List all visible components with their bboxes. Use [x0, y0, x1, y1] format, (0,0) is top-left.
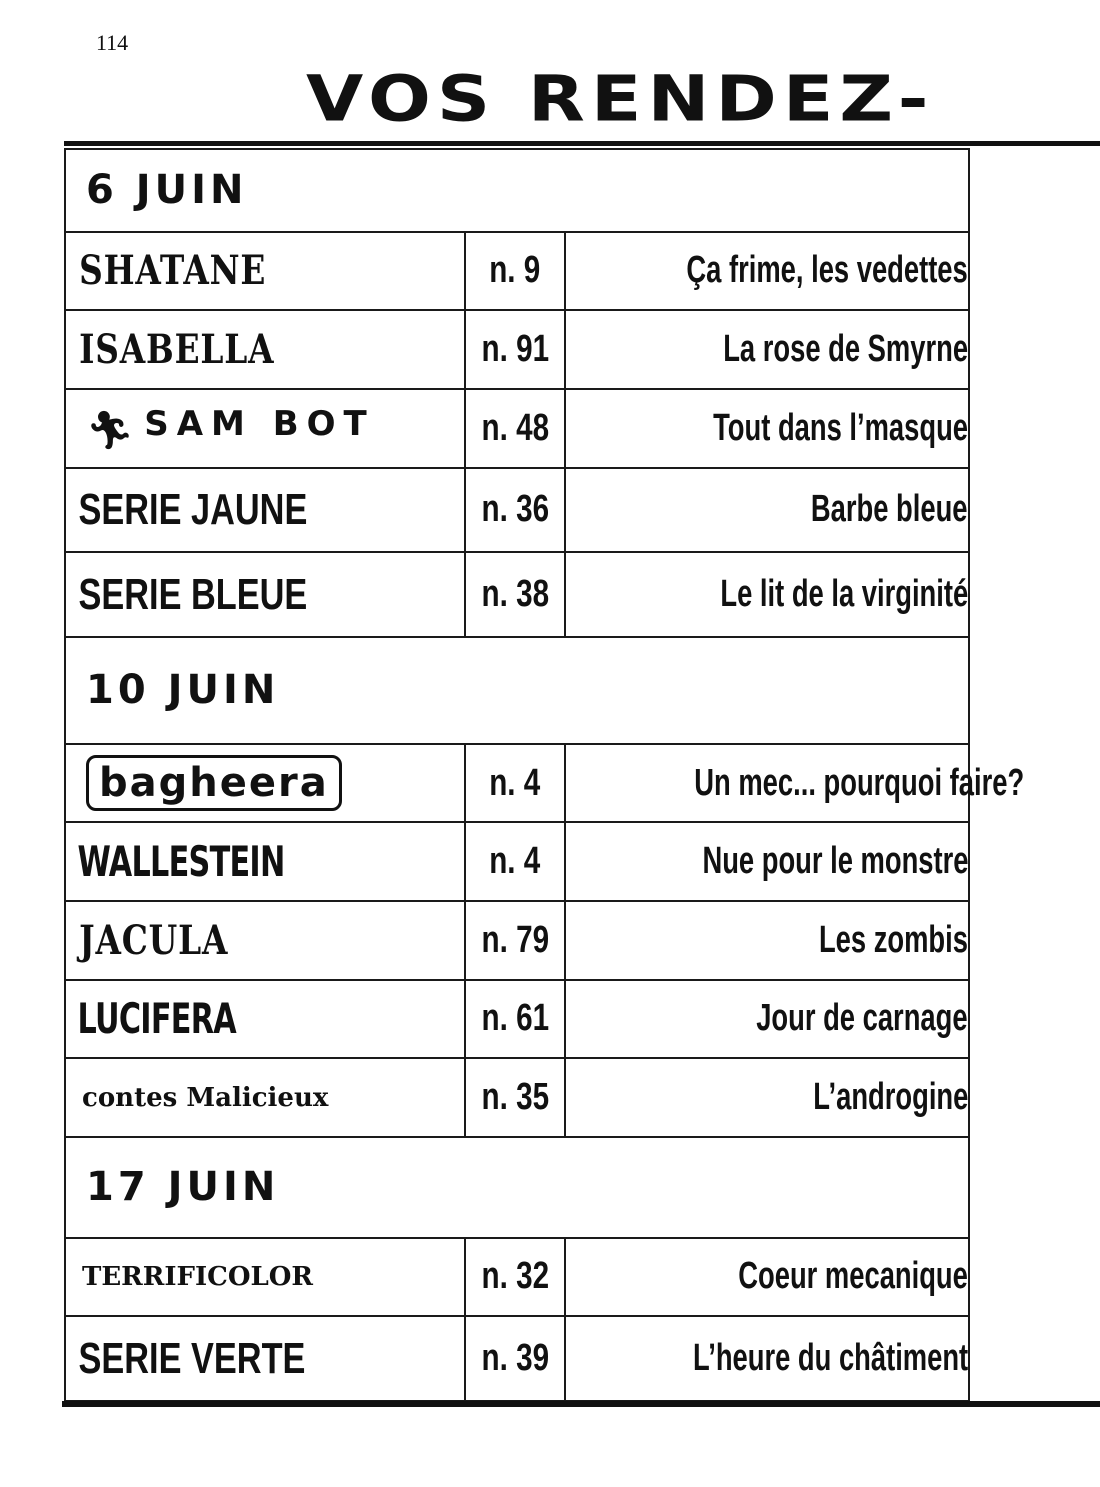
issue-title: Ça frime, les vedettes [565, 232, 969, 311]
issue-title: Jour de carnage [565, 980, 969, 1059]
top-rule [64, 141, 1100, 146]
series-logo: LUCIFERA [77, 994, 236, 1044]
date-heading: 6 JUIN [65, 149, 969, 232]
issue-title: Barbe bleue [565, 468, 969, 553]
table-row [65, 980, 969, 1059]
issue-number: n. 91 [465, 310, 565, 389]
issue-title: L’heure du châtiment [565, 1316, 969, 1401]
issue-number: n. 79 [465, 901, 565, 980]
table-row [65, 1238, 969, 1317]
series-logo: SHATANE [79, 247, 267, 295]
date-row [65, 637, 969, 744]
issue-number: n. 9 [465, 232, 565, 311]
series-logo: ISABELLA [79, 326, 275, 374]
series-name: SERIE VERTE [78, 1333, 306, 1383]
table-row [65, 310, 969, 389]
series-name: SERIE BLEUE [78, 569, 308, 619]
table-row [65, 744, 969, 823]
page-number: 114 [96, 30, 129, 55]
table-row [65, 1316, 969, 1401]
issue-title: L’androgine [565, 1058, 969, 1137]
table-row [65, 822, 969, 901]
table-row [65, 901, 969, 980]
running-man-icon: 🏃︎ [86, 409, 135, 452]
date-row [65, 1137, 969, 1238]
issue-title: La rose de Smyrne [565, 310, 969, 389]
series-logo: JACULA [79, 916, 229, 964]
table-row [65, 468, 969, 553]
issue-number: n. 36 [465, 468, 565, 553]
series-logo: bagheera [86, 755, 342, 811]
issue-number: n. 39 [465, 1316, 565, 1401]
issue-title: Les zombis [565, 901, 969, 980]
date-row [65, 149, 969, 232]
schedule-table [64, 148, 1025, 1402]
series-logo: contes Malicieux [82, 1082, 329, 1113]
date-heading: 17 JUIN [65, 1137, 969, 1238]
issue-number: n. 61 [465, 980, 565, 1059]
issue-number: n. 4 [465, 822, 565, 901]
issue-number: n. 4 [465, 744, 565, 823]
bottom-rule [62, 1401, 1100, 1407]
issue-title: Le lit de la virginité [565, 552, 969, 637]
issue-title: Tout dans l’masque [565, 389, 969, 468]
issue-title: Coeur mecanique [565, 1238, 969, 1317]
issue-number: n. 48 [465, 389, 565, 468]
series-logo: SAM BOT [144, 403, 375, 444]
table-row [65, 552, 969, 637]
issue-title: Nue pour le monstre [565, 822, 969, 901]
issue-number: n. 35 [465, 1058, 565, 1137]
series-logo: WALLESTEIN [77, 837, 285, 887]
table-row [65, 1058, 969, 1137]
table-row [65, 389, 969, 468]
page-title: VOS RENDEZ- [306, 62, 935, 136]
series-name: SERIE JAUNE [78, 484, 308, 534]
series-logo: TERRIFICOLOR [82, 1261, 314, 1292]
date-heading: 10 JUIN [65, 637, 969, 744]
table-row [65, 232, 969, 311]
issue-number: n. 38 [465, 552, 565, 637]
issue-title: Un mec... pourquoi faire? [565, 744, 969, 823]
issue-number: n. 32 [465, 1238, 565, 1317]
